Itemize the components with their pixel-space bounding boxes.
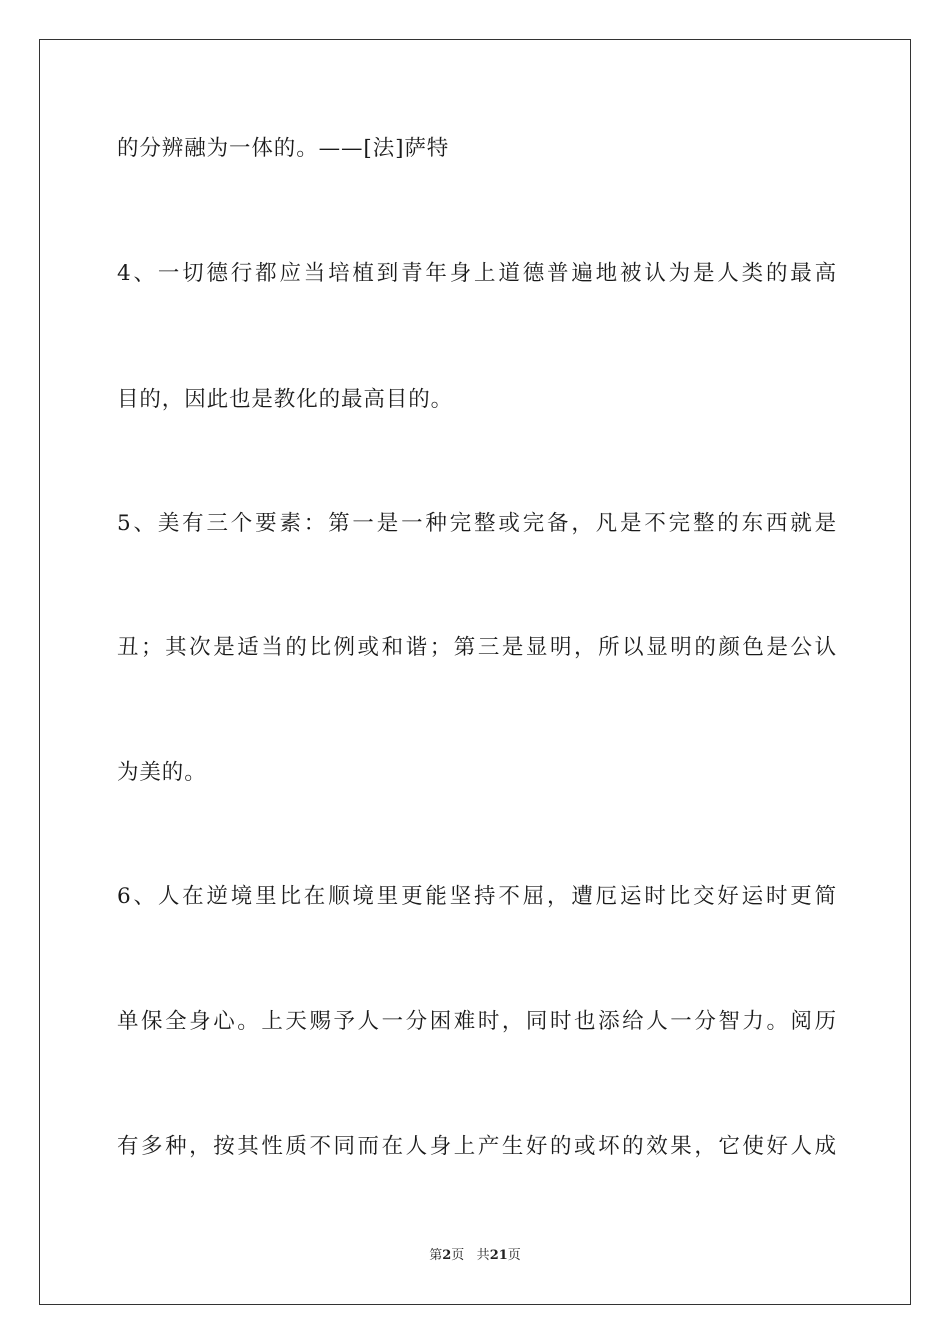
total-pages-number: 21 — [489, 1248, 508, 1263]
total-prefix: 共 — [476, 1248, 490, 1263]
text-line: 为美的。 — [117, 760, 207, 785]
page-border — [39, 39, 911, 1305]
text-line: 单保全身心。上天赐予人一分困难时，同时也添给人一分智力。阅历 — [117, 1009, 837, 1034]
text-line: 丑；其次是适当的比例或和谐；第三是显明，所以显明的颜色是公认 — [117, 635, 837, 660]
text-line: 5、美有三个要素：第一是一种完整或完备，凡是不完整的东西就是 — [117, 511, 837, 536]
text-line: 的分辨融为一体的。——[法]萨特 — [117, 136, 450, 161]
page-unit: 页 — [451, 1248, 465, 1263]
current-page-number: 2 — [442, 1248, 452, 1263]
page-footer — [0, 1247, 950, 1265]
text-line: 有多种，按其性质不同而在人身上产生好的或坏的效果，它使好人成 — [117, 1134, 837, 1159]
text-line: 6、人在逆境里比在顺境里更能坚持不屈，遭厄运时比交好运时更简 — [117, 884, 837, 909]
page-prefix: 第 — [429, 1248, 443, 1263]
text-line: 目的，因此也是教化的最高目的。 — [117, 387, 454, 412]
text-line: 4、一切德行都应当培植到青年身上道德普遍地被认为是人类的最高 — [117, 261, 837, 286]
total-unit: 页 — [507, 1248, 521, 1263]
